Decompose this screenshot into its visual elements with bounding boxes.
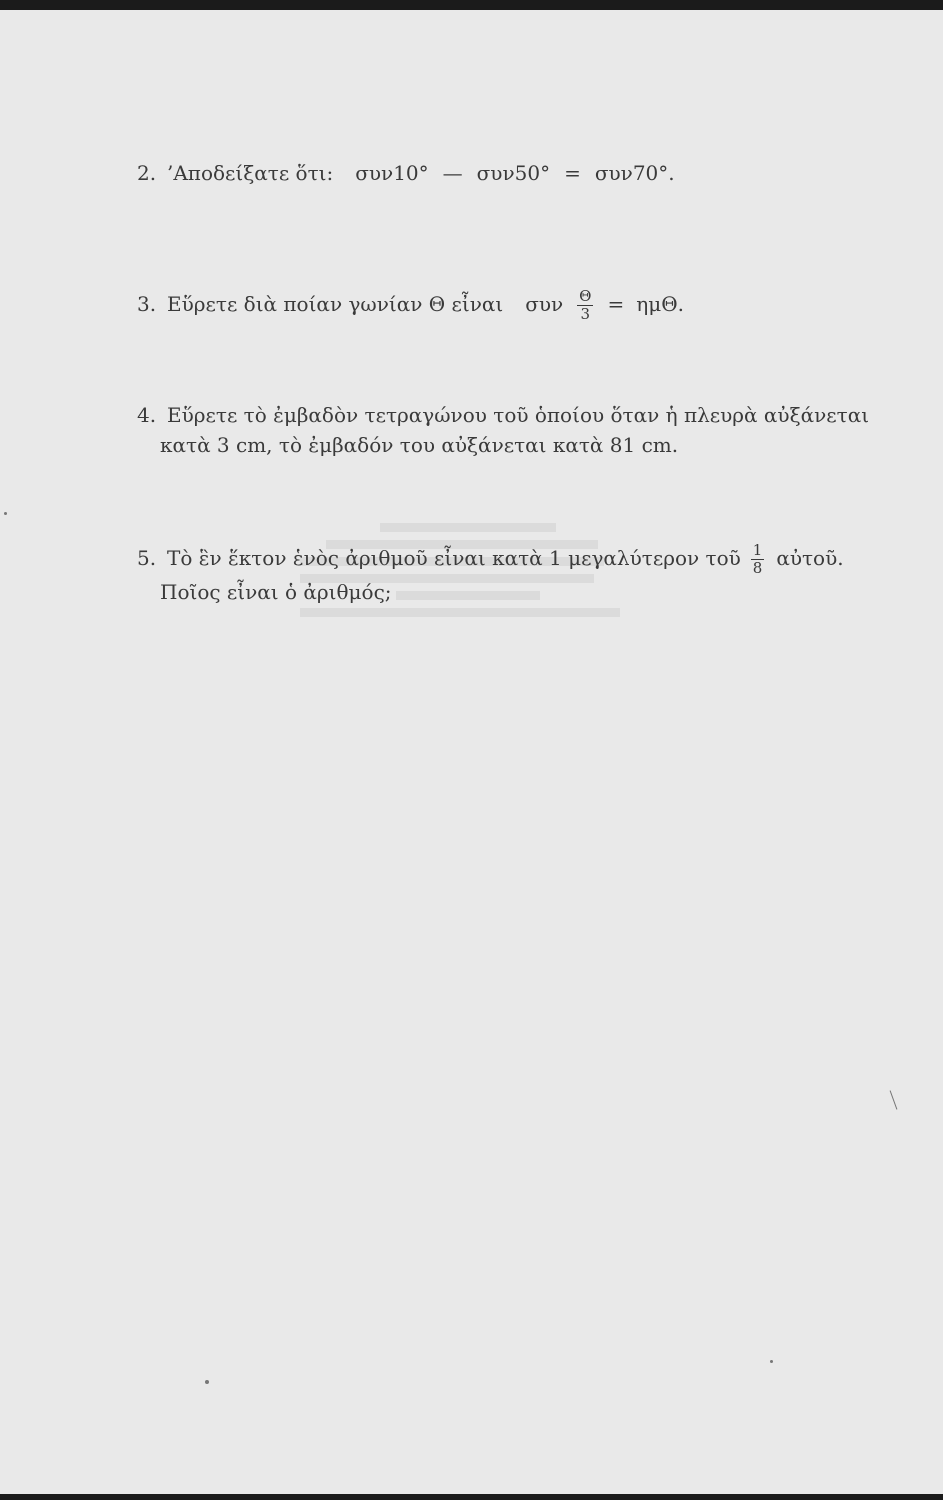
formula-equals: = bbox=[607, 292, 625, 316]
fraction-denominator: 3 bbox=[580, 305, 591, 323]
problem-text: Εὕρετε διὰ ποίαν γωνίαν Θ εἶναι bbox=[167, 292, 504, 316]
fraction-numerator: Θ bbox=[579, 287, 592, 305]
problem-number: 3. bbox=[137, 292, 157, 316]
page-speck bbox=[770, 1360, 773, 1363]
formula-function: συν bbox=[525, 292, 564, 316]
problem-4 bbox=[137, 400, 869, 460]
problem-text: ’Αποδείξατε ὅτι: bbox=[167, 161, 334, 185]
formula-term: συν10° bbox=[355, 161, 429, 185]
formula-term: ημΘ. bbox=[636, 292, 684, 316]
formula-term: συν70°. bbox=[594, 161, 675, 185]
document-page bbox=[0, 10, 943, 1494]
formula-equals: = bbox=[564, 161, 581, 185]
problem-text-line-2: κατὰ 3 cm, τὸ ἐμβαδόν του αὐξάνεται κατὰ 81 cm. bbox=[160, 433, 679, 457]
problem-text-end: αὐτοῦ. bbox=[776, 546, 844, 570]
formula-term: συν50° bbox=[476, 161, 551, 185]
problem-text-line-1: Τὸ ἓν ἕκτον ἑνὸς ἀριθμοῦ εἶναι κατὰ 1 μεγαλύτερον τοῦ bbox=[167, 546, 741, 570]
problem-3 bbox=[137, 288, 684, 323]
page-speck bbox=[890, 1090, 898, 1109]
problem-number: 4. bbox=[137, 403, 157, 427]
problem-number: 2. bbox=[137, 161, 157, 185]
fraction-denominator: 8 bbox=[752, 559, 763, 577]
fraction bbox=[751, 542, 765, 577]
fraction-numerator: 1 bbox=[752, 541, 763, 559]
page-speck bbox=[205, 1380, 209, 1384]
problem-5 bbox=[137, 542, 844, 607]
page-speck bbox=[4, 512, 7, 515]
problem-text-line-2: Ποῖος εἶναι ὁ ἀριθμός; bbox=[160, 580, 392, 604]
problem-number: 5. bbox=[137, 546, 157, 570]
fraction bbox=[577, 288, 593, 323]
formula-operator: — bbox=[442, 161, 463, 185]
problem-2 bbox=[137, 158, 675, 188]
problem-text-line-1: Εὕρετε τὸ ἐμβαδὸν τετραγώνου τοῦ ὁποίου ὅταν ἡ πλευρὰ αὐξάνεται bbox=[167, 403, 870, 427]
